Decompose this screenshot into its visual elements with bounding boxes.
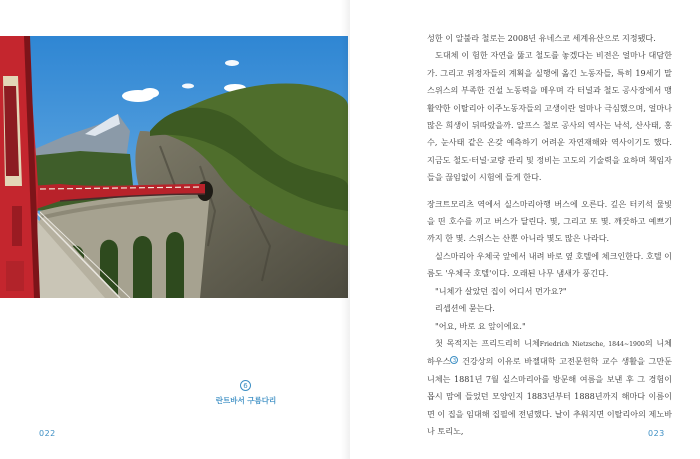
body-text-column xyxy=(427,30,672,440)
dialogue-line: "어요, 바로 요 앞이에요." xyxy=(435,320,526,331)
paragraph-text: 건강상의 이유로 바젤대학 고전문헌학 교수 생활을 그만둔 니체는 1881년 7월 실스마리아를 방문해 여름을 보낸 후 그 경험이 몹시 맘에 들었던 모양인지 1883년부터 1888년까지 해마다 이름이면 이 집을 임대해 집필에 전념했다. 날이 추워지면 이탈리아의 제노바나 토리노, xyxy=(427,356,672,436)
dialogue-line: "니체가 살았던 집이 어디서 먼가요?" xyxy=(435,285,567,296)
paragraph-nietzsche xyxy=(427,335,672,440)
photo-illustration xyxy=(0,36,348,298)
caption-number-badge: 6 xyxy=(240,380,251,391)
footnote-reference[interactable]: 3 xyxy=(450,356,458,364)
paragraph: 도대체 이 험한 자연을 뚫고 철도를 놓겠다는 비전은 얼마나 대담한가. 그리고 위정자들의 계획을 실행에 옮긴 노동자들, 특히 19세기 말 스위스의 부족한 건설 노동력을 메우며 각 터널과 철도 공사장에서 맹활약한 이탈리아 이주노동자들의 고생이란 얼마나 극심했으며, 얼마나 많은 희생이 뒤따랐을까. 알프스 철로 공사의 역사는 낙석, 산사태, 홍수, 눈사태 같은 온갖 예측하기 어려운 자연재해와 역사이기도 했다. 지금도 철도·터널·교량 관리 및 정비는 고도의 기술력을 요하며 책임자들을 끊임없이 시험에 들게 한다. xyxy=(427,50,672,183)
paragraph: 성한 이 알불라 철로는 2008년 유네스코 세계유산으로 지정됐다. xyxy=(427,33,656,43)
paragraph-text: 첫 목적지는 프리드리히 니체 xyxy=(435,337,540,348)
photo-caption: 란트바서 구름다리 xyxy=(215,396,277,405)
paragraph: 장크트모리츠 역에서 실스마리아행 버스에 오른다. 깊은 터키석 물빛을 띤 호수를 끼고 버스가 달린다. 몇, 그리고 또 몇. 깨끗하고 예쁘기까지 한 몇. 스위스는 산뿐 아니라 몇도 많은 나라다. xyxy=(427,198,672,244)
paragraph-gap xyxy=(427,187,672,196)
train-on-viaduct-photo xyxy=(0,36,348,298)
paragraph: 실스마리아 우체국 앞에서 내려 바로 옆 호텔에 체크인한다. 호텔 이름도 '우체국 호텔'이다. 오래된 나무 냄새가 풍긴다. xyxy=(427,250,672,279)
page-number-left: 022 xyxy=(39,429,56,438)
paragraph-text: 의 니체하우스 xyxy=(427,337,672,367)
paragraph: 리셉션에 묻는다. xyxy=(435,303,495,314)
page-number-right: 023 xyxy=(648,429,665,438)
name-annotation: Friedrich Nietzsche, 1844~1900 xyxy=(539,340,645,348)
